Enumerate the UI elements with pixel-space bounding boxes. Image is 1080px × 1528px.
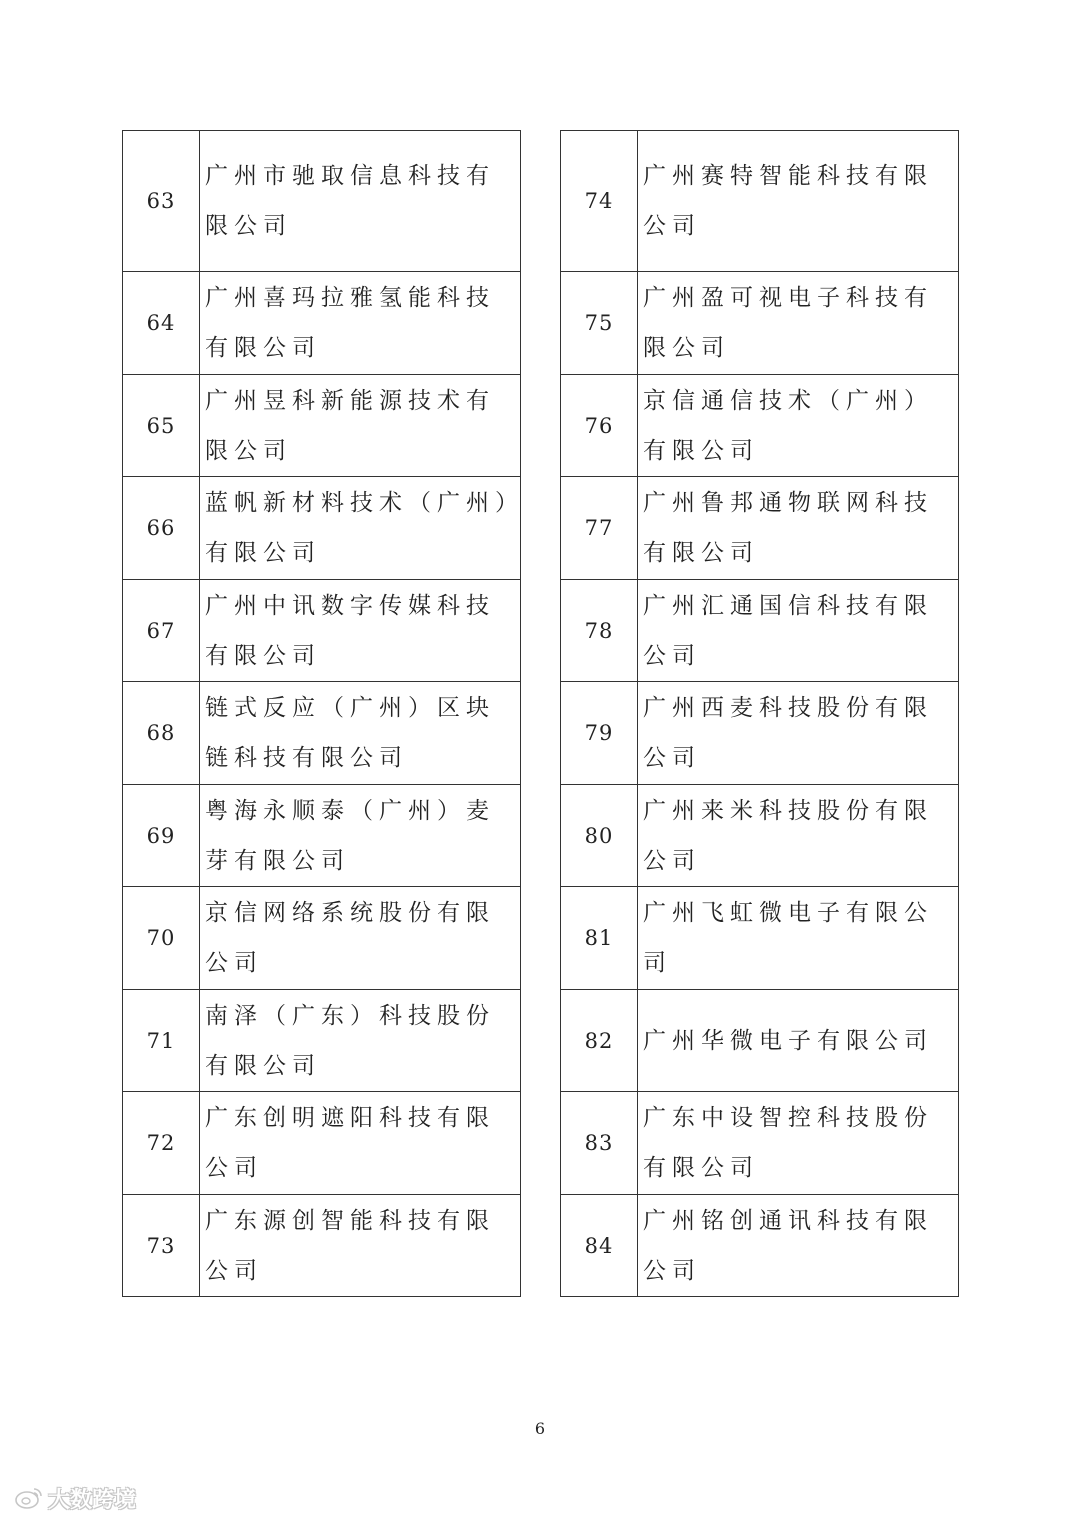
table-row	[123, 477, 521, 580]
table-row	[561, 785, 959, 887]
company-name: 广州市驰取信息科技有限公司	[200, 131, 521, 272]
row-number: 71	[123, 990, 200, 1092]
row-number: 84	[561, 1195, 638, 1297]
row-number: 67	[123, 580, 200, 682]
company-name: 蓝帆新材料技术（广州）有限公司	[200, 477, 521, 580]
table-row	[123, 272, 521, 375]
row-number: 78	[561, 580, 638, 682]
row-number: 68	[123, 682, 200, 785]
table-row	[561, 887, 959, 990]
row-number: 77	[561, 477, 638, 580]
company-table-left	[122, 130, 521, 1297]
company-name: 广州昱科新能源技术有限公司	[200, 375, 521, 477]
table-row	[561, 272, 959, 375]
company-name: 广州喜玛拉雅氢能科技有限公司	[200, 272, 521, 375]
table-row	[123, 1092, 521, 1195]
table-row	[561, 477, 959, 580]
company-table-right	[560, 130, 959, 1297]
weibo-logo-icon	[14, 1486, 44, 1510]
row-number: 75	[561, 272, 638, 375]
row-number: 74	[561, 131, 638, 272]
company-name: 粤海永顺泰（广州）麦芽有限公司	[200, 785, 521, 887]
row-number: 69	[123, 785, 200, 887]
table-row	[561, 131, 959, 272]
table-row	[561, 1195, 959, 1297]
company-name: 广州飞虹微电子有限公司	[638, 887, 959, 990]
company-name: 广州来米科技股份有限公司	[638, 785, 959, 887]
table-row	[123, 375, 521, 477]
company-name: 广州西麦科技股份有限公司	[638, 682, 959, 785]
table-row	[561, 580, 959, 682]
row-number: 83	[561, 1092, 638, 1195]
table-row	[561, 990, 959, 1092]
table-row	[123, 131, 521, 272]
table-row	[123, 990, 521, 1092]
company-name: 广东创明遮阳科技有限公司	[200, 1092, 521, 1195]
company-name: 广州华微电子有限公司	[638, 990, 959, 1092]
row-number: 65	[123, 375, 200, 477]
company-name: 广州汇通国信科技有限公司	[638, 580, 959, 682]
row-number: 70	[123, 887, 200, 990]
company-name: 广州赛特智能科技有限公司	[638, 131, 959, 272]
company-name: 京信网络系统股份有限公司	[200, 887, 521, 990]
company-name: 广州铭创通讯科技有限公司	[638, 1195, 959, 1297]
company-name: 广州盈可视电子科技有限公司	[638, 272, 959, 375]
row-number: 72	[123, 1092, 200, 1195]
table-row	[561, 682, 959, 785]
row-number: 79	[561, 682, 638, 785]
row-number: 64	[123, 272, 200, 375]
company-name: 京信通信技术（广州）有限公司	[638, 375, 959, 477]
row-number: 73	[123, 1195, 200, 1297]
company-name: 广州鲁邦通物联网科技有限公司	[638, 477, 959, 580]
table-row	[123, 887, 521, 990]
table-row	[123, 580, 521, 682]
page-number: 6	[534, 1419, 546, 1438]
company-name: 广东源创智能科技有限公司	[200, 1195, 521, 1297]
table-row	[123, 1195, 521, 1297]
row-number: 80	[561, 785, 638, 887]
company-name: 链式反应（广州）区块链科技有限公司	[200, 682, 521, 785]
watermark-text: 大数跨境	[48, 1487, 137, 1513]
row-number: 81	[561, 887, 638, 990]
company-name: 广东中设智控科技股份有限公司	[638, 1092, 959, 1195]
row-number: 82	[561, 990, 638, 1092]
table-row	[561, 1092, 959, 1195]
watermark	[10, 1478, 136, 1518]
company-name: 南泽（广东）科技股份有限公司	[200, 990, 521, 1092]
row-number: 63	[123, 131, 200, 272]
row-number: 66	[123, 477, 200, 580]
table-row	[123, 682, 521, 785]
company-name: 广州中讯数字传媒科技有限公司	[200, 580, 521, 682]
table-row	[561, 375, 959, 477]
row-number: 76	[561, 375, 638, 477]
table-row	[123, 785, 521, 887]
